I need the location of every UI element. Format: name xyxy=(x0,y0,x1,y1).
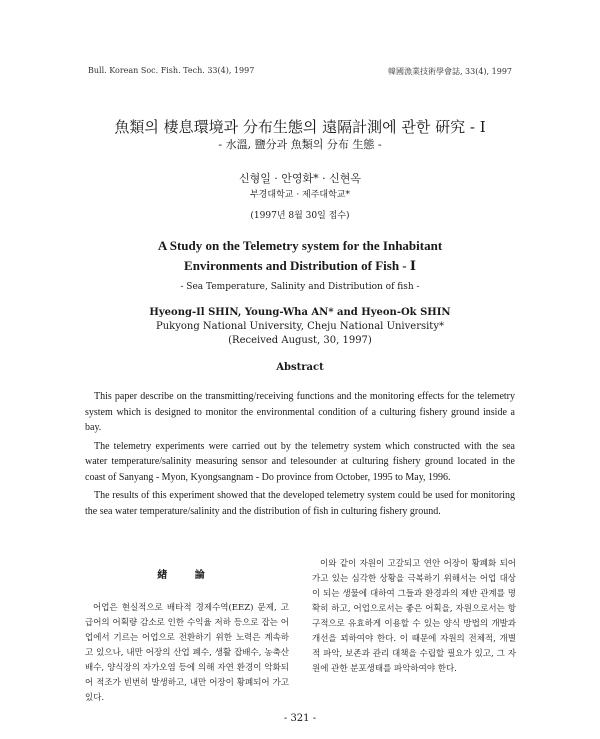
abstract-heading: Abstract xyxy=(276,362,324,373)
abstract-paragraph: This paper describe on the transmitting/receiving functions and the monitoring effects for the telemetry system which is designed to monitor the environmental condition of a culturing fishery ground inside a bay. xyxy=(85,391,515,433)
subtitle-english: - Sea Temperature, Salinity and Distribution of fish - xyxy=(180,282,420,292)
header-journal-en: Bull. Korean Soc. Fish. Tech. 33(4), 1997 xyxy=(88,66,255,75)
affiliation-korean: 부경대학교 · 제주대학교* xyxy=(249,190,351,200)
subtitle-korean: - 水溫, 鹽分과 魚類의 分布 生態 - xyxy=(218,138,382,151)
abstract-body xyxy=(85,389,515,522)
affiliation-english: Pukyong National University, Cheju National University* xyxy=(156,321,444,332)
received-date-korean: (1997년 8월 30일 접수) xyxy=(250,211,350,221)
title-korean: 魚類의 棲息環境과 分布生態의 遠隔計測에 관한 硏究 - Ⅰ xyxy=(114,118,486,136)
received-date-english: (Received August, 30, 1997) xyxy=(228,335,372,346)
authors-english: Hyeong-Il SHIN, Young-Wha AN* and Hyeon-Ok SHIN xyxy=(149,307,451,318)
intro-left-column xyxy=(85,559,289,706)
intro-paragraph-left: 어업은 현실적으로 배타적 경제수역(EEZ) 문제, 고급어의 어획량 감소로 인한 수익율 저하 등으로 잡는 어업에서 기르는 어업으로 전환하기 위한 노력은 계속하고 있으나, 내만 어장의 산업 폐수, 생활 잡배수, 농축산 배수, 양식장의 자가오염 등에 의해 자연 환경이 악화되어 적조가 빈번히 발생하고, 내만 어장이 황폐되어 가고 있다. xyxy=(85,603,289,703)
title-english-line2: Environments and Distribution of Fish - Ⅰ xyxy=(184,258,416,273)
section-heading-introduction: 緖 論 xyxy=(157,570,217,581)
authors-korean: 신형일 · 안영화* · 신현옥 xyxy=(238,172,362,185)
abstract-paragraph: The telemetry experiments were carried out by the telemetry system which constructed with the sea water temperature/salinity measuring sensor and telesounder at culturing fishery ground located in the coast of Sanyang - Myon, Kyongsangnam - Do province from October, 1995 to May, 1996. xyxy=(85,440,515,483)
running-header xyxy=(88,66,512,77)
title-english-line1: A Study on the Telemetry system for the Inhabitant xyxy=(157,238,443,253)
header-journal-ko: 韓國漁業技術學會誌, 33(4), 1997 xyxy=(387,67,512,76)
page-number: - 321 - xyxy=(283,713,317,724)
abstract-paragraph: The results of this experiment showed that the developed telemetry system could be used for monitoring the sea water temperature/salinity and the distribution of fish in culturing fishery ground. xyxy=(85,490,515,517)
intro-paragraph-right: 이와 같이 자원이 고갈되고 연안 어장이 황폐화 되어 가고 있는 심각한 상황을 극복하기 위해서는 어업 대상이 되는 생물에 대하여 그들과 환경과의 제반 관계를 명확히 하고, 어업으로서는 좋은 어획을, 자원으로서는 항구적으로 유효하게 이용할 수 있는 양식 방법의 개발과 개선을 꾀하여야 한다. 이 때문에 자원의 전체적, 개별적 파악, 보존과 관리 대책을 수립할 필요가 있고, 그 자원에 관한 분포생태를 파악하여야 한다. xyxy=(312,559,516,674)
intro-right-column xyxy=(312,557,516,677)
